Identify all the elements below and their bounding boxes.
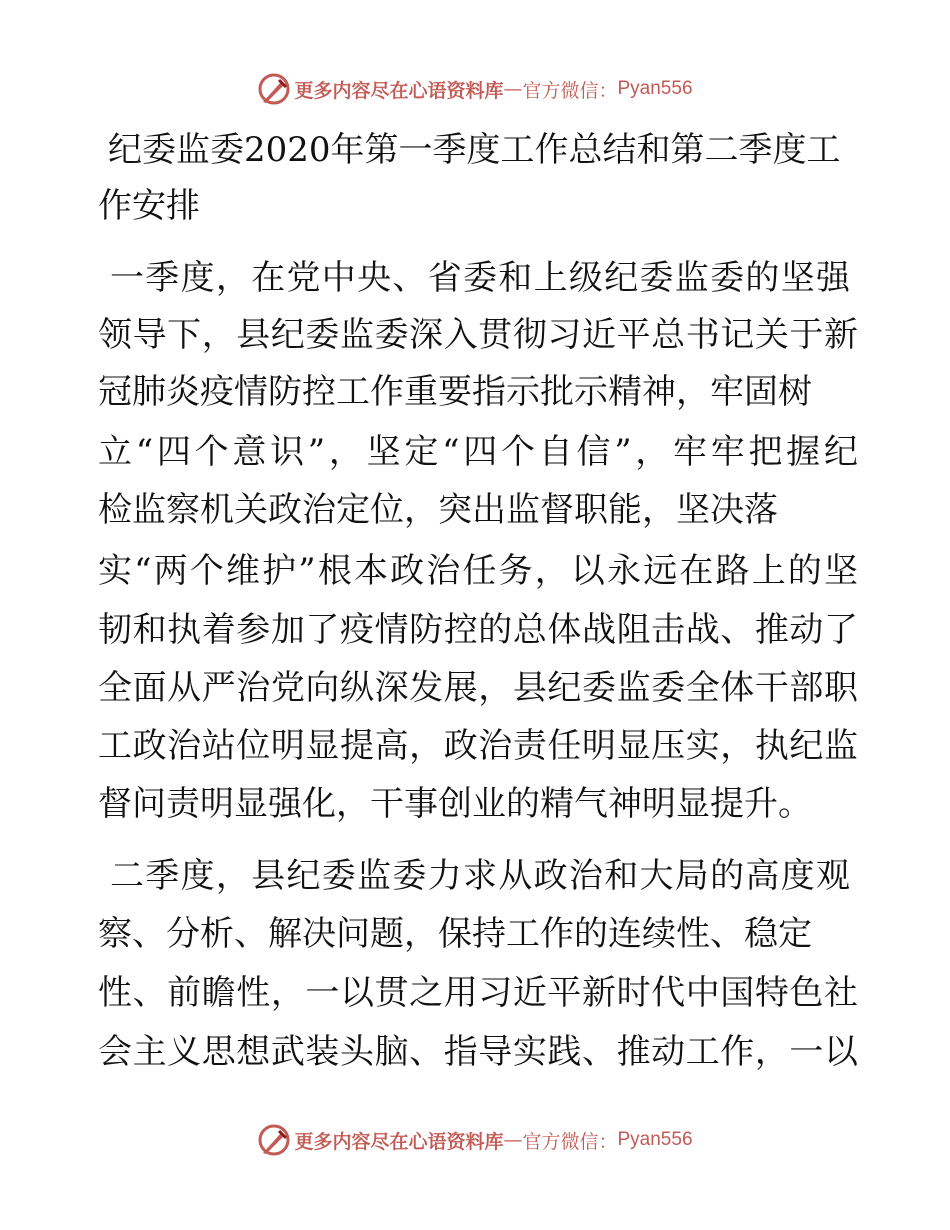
- p1-line-9: 工政治站位明显提高，政治责任明显压实，执纪监: [98, 726, 858, 766]
- p1-line-3: 冠肺炎疫情防控工作重要指示批示精神，牢固树: [98, 372, 812, 412]
- watermark-official: 官方微信：: [522, 1130, 618, 1153]
- p1-line-1: 一季度，在党中央、省委和上级纪委监委的坚强: [110, 258, 850, 298]
- pen-logo-icon: [257, 72, 291, 106]
- p2-line-1: 二季度，县纪委监委力求从政治和大局的高度观: [110, 856, 850, 896]
- p1-line-2: 领导下，县纪委监委深入贯彻习近平总书记关于新: [98, 315, 858, 355]
- watermark-official: 官方微信：: [522, 79, 618, 102]
- watermark-handle: Pyan556: [617, 1129, 693, 1150]
- watermark-lead: 更多内容尽在心语资料库: [294, 79, 504, 102]
- title-line-1: 纪委监委2020年第一季度工作总结和第二季度工: [108, 130, 841, 170]
- p1-line-7: 韧和执着参加了疫情防控的总体战阻击战、推动了: [98, 610, 858, 650]
- watermark-dash: —: [503, 78, 523, 100]
- p1-line-6: 实“两个维护”根本政治任务，以永远在路上的坚: [98, 551, 858, 591]
- p2-line-3: 性、前瞻性，一以贯之用习近平新时代中国特色社: [98, 973, 858, 1013]
- watermark-header: [0, 72, 950, 106]
- title-line-2: 作安排: [98, 186, 200, 226]
- pen-logo-icon: [257, 1123, 291, 1157]
- watermark-dash: —: [503, 1129, 523, 1151]
- p2-line-2: 察、分析、解决问题，保持工作的连续性、稳定: [98, 914, 812, 954]
- p2-line-4: 会主义思想武装头脑、指导实践、推动工作，一以: [98, 1032, 858, 1072]
- watermark-lead: 更多内容尽在心语资料库: [294, 1130, 504, 1153]
- watermark-handle: Pyan556: [617, 78, 693, 99]
- p1-line-5: 检监察机关政治定位，突出监督职能，坚决落: [98, 490, 778, 530]
- p1-line-4: 立“四个意识”，坚定“四个自信”，牢牢把握纪: [98, 432, 858, 472]
- p1-line-10: 督问责明显强化，干事创业的精气神明显提升。: [98, 784, 812, 824]
- watermark-footer: [0, 1123, 950, 1157]
- p1-line-8: 全面从严治党向纵深发展，县纪委监委全体干部职: [98, 668, 858, 708]
